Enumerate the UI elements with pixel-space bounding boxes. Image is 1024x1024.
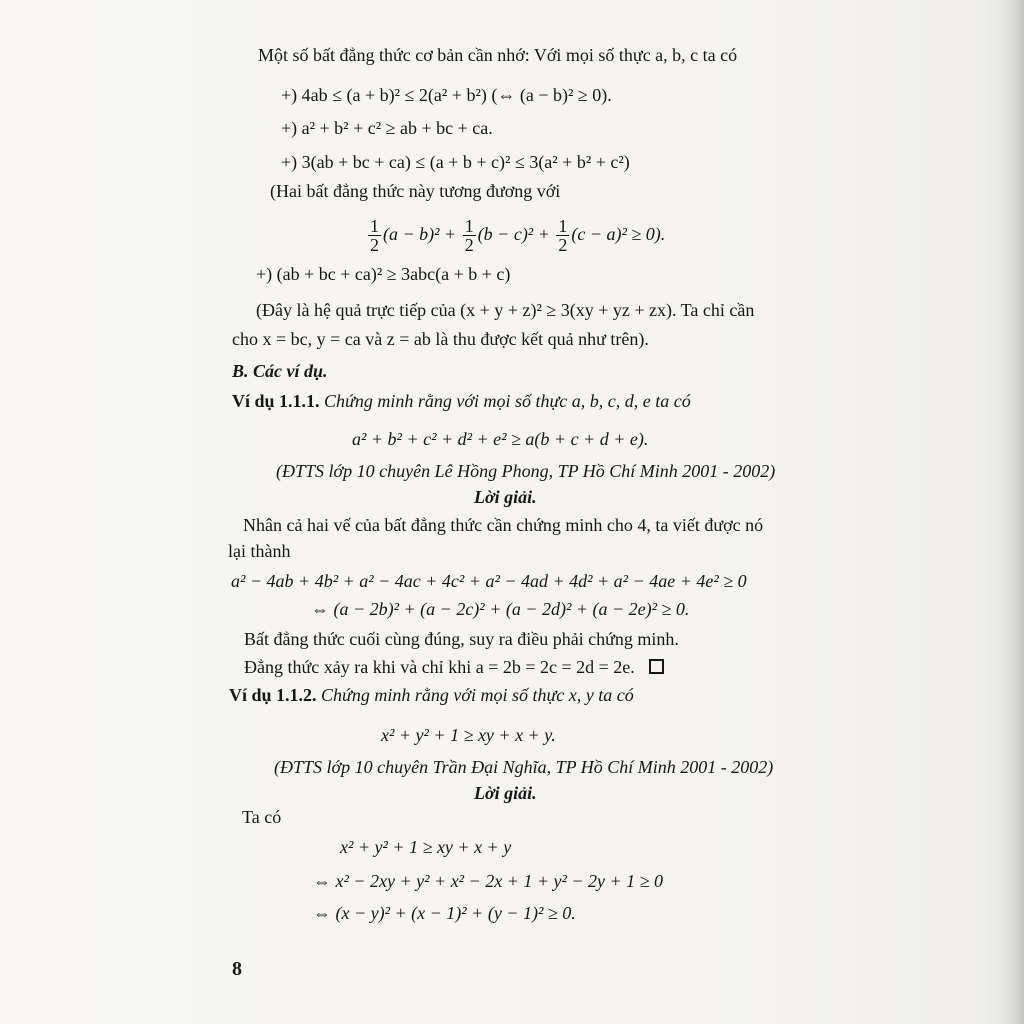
fraction-2: $\frac{1}{2}$ (464, 216, 474, 256)
example-1-source: (ĐTTS lớp 10 chuyên Lê Hồng Phong, TP Hồ Chí Minh 2001 - 2002) (276, 461, 776, 481)
equivalence-note: (Hai bất đẳng thức này tương đương với (270, 181, 561, 201)
section-heading: B. Các ví dụ. (232, 361, 328, 381)
example-1-statement (232, 390, 691, 412)
fraction-formula (366, 214, 665, 254)
solution-1-para-2: lại thành (228, 541, 291, 561)
inequality-3: +) 3(ab + bc + ca) ≤ (a + b + c)² ≤ 3(a² + b² + c²) (281, 152, 630, 172)
example-2-statement (229, 684, 634, 706)
solution-2-formula-3: ⇔ (x − y)² + (x − 1)² + (y − 1)² ≥ 0. (313, 903, 576, 923)
example-1-text: Chứng minh rằng với mọi số thực a, b, c, d, e ta có (319, 391, 691, 411)
fraction-3: $\frac{1}{2}$ (558, 216, 568, 256)
solution-2-formula-2: ⇔ x² − 2xy + y² + x² − 2x + 1 + y² − 2y + 1 ≥ 0 (313, 871, 664, 891)
consequence-note-2: cho x = bc, y = ca và z = ab là thu được kết quả như trên). (232, 329, 649, 349)
solution-1-para-4 (244, 656, 664, 678)
solution-1-para-1: Nhân cả hai vế của bất đẳng thức cần chứng minh cho 4, ta viết được nó (243, 515, 764, 535)
inequality-1: +) 4ab ≤ (a + b)² ≤ 2(a² + b²) (⇔ (a − b)² ≥ 0). (281, 85, 612, 105)
intro-line: Một số bất đẳng thức cơ bản cần nhớ: Với mọi số thực a, b, c ta có (258, 45, 738, 65)
solution-1-title: Lời giải. (474, 487, 537, 507)
page-number: 8 (232, 958, 242, 980)
inequality-4: +) (ab + bc + ca)² ≥ 3abc(a + b + c) (256, 264, 511, 284)
example-2-text: Chứng minh rằng với mọi số thực x, y ta có (316, 685, 634, 705)
fraction-term-3: (c − a)² ≥ 0). (571, 224, 666, 244)
page-edge-shadow (1002, 0, 1024, 1024)
solution-1-equality: Đẳng thức xảy ra khi và chỉ khi a = 2b = 2c = 2d = 2e. (244, 657, 635, 677)
solution-2-para-1: Ta có (242, 807, 282, 827)
fraction-term-1: (a − b)² + (383, 224, 457, 244)
fraction-term-2: (b − c)² + (477, 224, 550, 244)
fraction-1: $\frac{1}{2}$ (370, 216, 379, 256)
example-1-formula: a² + b² + c² + d² + e² ≥ a(b + c + d + e). (352, 429, 649, 449)
solution-2-formula-1: x² + y² + 1 ≥ xy + x + y (340, 837, 512, 857)
inequality-2: +) a² + b² + c² ≥ ab + bc + ca. (281, 118, 493, 138)
consequence-note-1: (Đây là hệ quả trực tiếp của (x + y + z)² ≥ 3(xy + yz + zx). Ta chỉ cần (256, 300, 755, 320)
qed-square-icon (649, 659, 664, 674)
solution-2-title: Lời giải. (474, 783, 537, 803)
example-2-label: Ví dụ 1.1.2. (229, 685, 317, 705)
example-2-source: (ĐTTS lớp 10 chuyên Trần Đại Nghĩa, TP Hồ Chí Minh 2001 - 2002) (274, 757, 774, 777)
solution-1-para-3: Bất đẳng thức cuối cùng đúng, suy ra điều phải chứng minh. (244, 629, 679, 649)
example-1-label: Ví dụ 1.1.1. (232, 391, 320, 411)
example-2-formula: x² + y² + 1 ≥ xy + x + y. (381, 725, 556, 745)
solution-1-formula-2: ⇔ (a − 2b)² + (a − 2c)² + (a − 2d)² + (a − 2e)² ≥ 0. (311, 599, 690, 619)
solution-1-formula-1: a² − 4ab + 4b² + a² − 4ac + 4c² + a² − 4ad + 4d² + a² − 4ae + 4e² ≥ 0 (231, 571, 747, 591)
